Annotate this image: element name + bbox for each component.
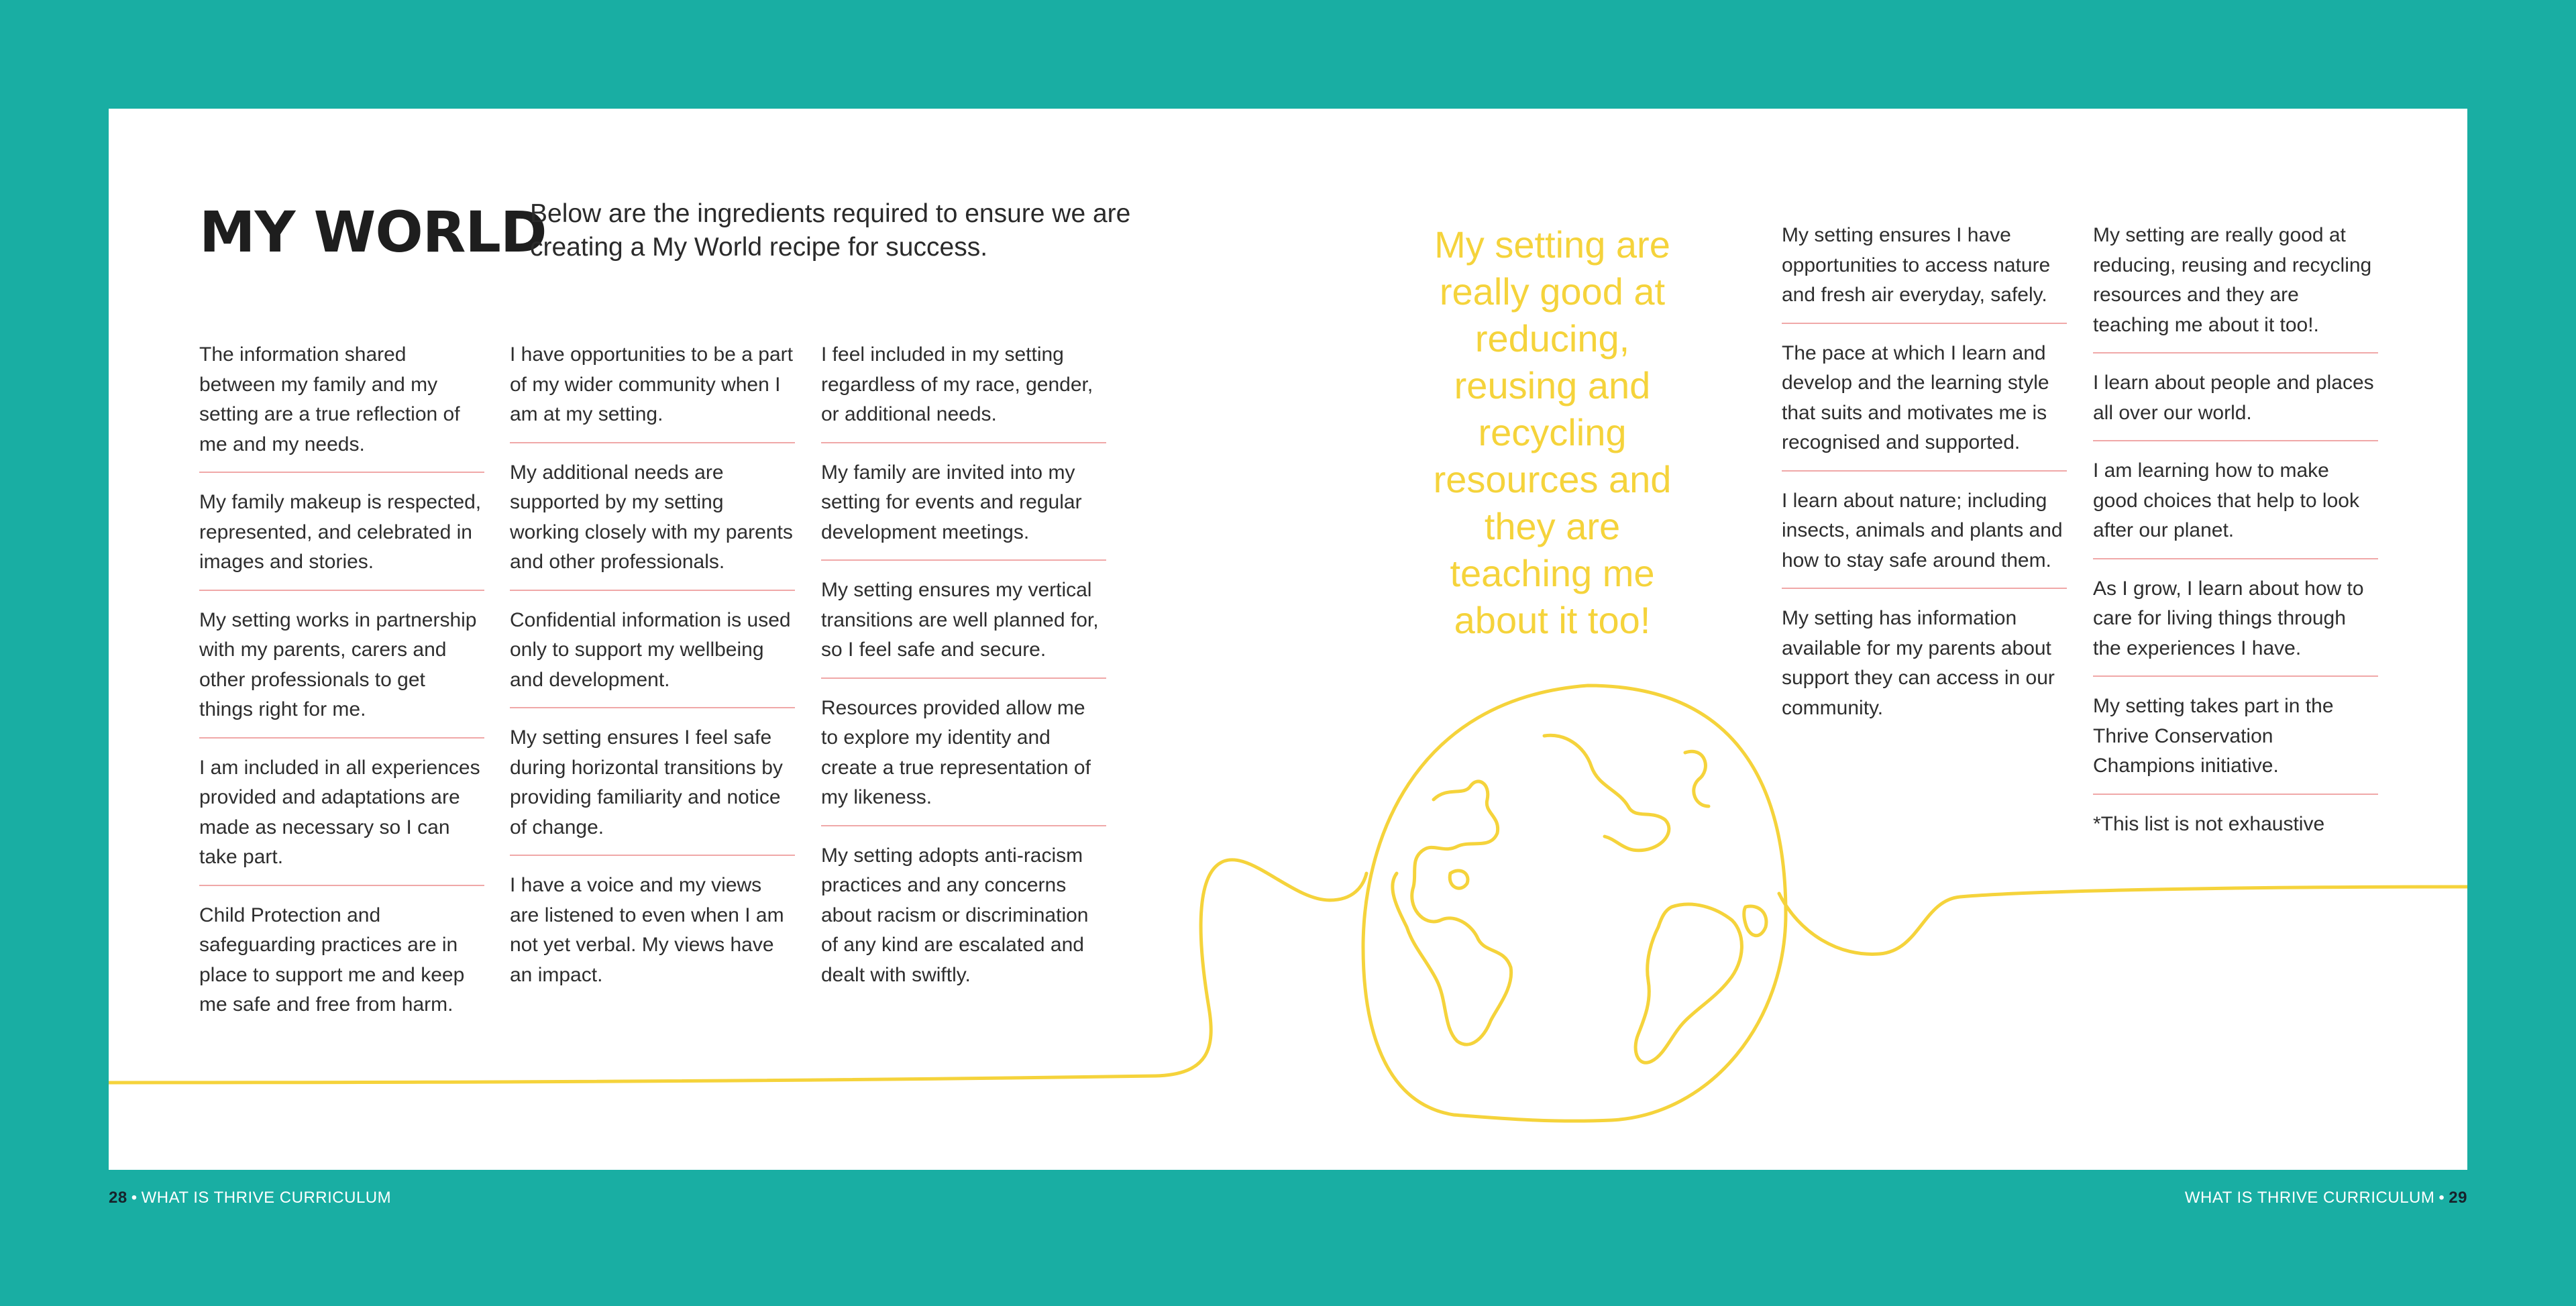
page-number-right: 29: [2449, 1189, 2467, 1207]
list-item: My setting has information available for my parents about support they can access in our community.: [1782, 607, 2055, 719]
list-item: Resources provided allow me to explore my identity and create a true representation of my likeness.: [821, 694, 1106, 826]
footer-left-text: WHAT IS THRIVE CURRICULUM: [141, 1189, 392, 1207]
list-item: The pace at which I learn and develop and the learning style that suits and motivates me is recognised and supported.: [1782, 339, 2067, 472]
list-item: As I grow, I learn about how to care for living things through the experiences I have.: [2093, 574, 2378, 677]
list-item: I am learning how to make good choices that help to look after our planet.: [2093, 456, 2378, 559]
list-item: I feel included in my setting regardless of my race, gender, or additional needs.: [821, 340, 1106, 443]
footer-separator: •: [131, 1189, 138, 1207]
page-panel: [109, 109, 2467, 1170]
list-item: I learn about people and places all over our world.: [2093, 368, 2378, 441]
list-item: Child Protection and safeguarding practices are in place to support me and keep me safe and free from harm.: [199, 904, 465, 1016]
list-item: I learn about nature; including insects, animals and plants and how to stay safe around them.: [1782, 486, 2067, 590]
page-number-left: 28: [109, 1189, 127, 1207]
list-item: My setting are really good at reducing, reusing and recycling resources and they are teaching me about it too!.: [2093, 221, 2378, 353]
footer-right-text: WHAT IS THRIVE CURRICULUM: [2184, 1189, 2435, 1207]
column-5: [2093, 221, 2378, 839]
list-item: My setting ensures I feel safe during horizontal transitions by providing familiarity and notice of change.: [510, 723, 795, 856]
intro-text: Below are the ingredients required to ensure we are creating a My World recipe for success.: [530, 199, 1131, 262]
list-item: My additional needs are supported by my setting working closely with my parents and other professionals.: [510, 458, 795, 591]
column-2: [510, 340, 795, 1017]
column-1: [199, 340, 484, 1047]
list-item: The information shared between my family and my setting are a true reflection of me and my needs.: [199, 340, 484, 473]
list-item: My family are invited into my setting for events and regular development meetings.: [821, 458, 1106, 561]
list-item: I have opportunities to be a part of my wider community when I am at my setting.: [510, 340, 795, 443]
list-item: My family makeup is respected, represented, and celebrated in images and stories.: [199, 488, 484, 591]
list-item: My setting ensures my vertical transitions are well planned for, so I feel safe and secure.: [821, 576, 1106, 679]
list-item: Confidential information is used only to support my wellbeing and development.: [510, 606, 795, 709]
footer-separator: •: [2438, 1189, 2445, 1207]
page-title: MY WORLD: [199, 199, 547, 265]
footnote: *This list is not exhaustive: [2093, 812, 2325, 835]
list-item: My setting works in partnership with my parents, carers and other professionals to get things right for me.: [199, 606, 484, 739]
list-item: My setting takes part in the Thrive Conservation Champions initiative.: [2093, 692, 2378, 795]
column-3: [821, 340, 1106, 1017]
list-item: My setting ensures I have opportunities to access nature and fresh air everyday, safely.: [1782, 221, 2067, 324]
highlight-quote: My setting are really good at reducing, reusing and recycling resources and they are teaching me about it too!: [1433, 223, 1672, 641]
list-item: My setting adopts anti-racism practices and any concerns about racism or discrimination of any kind are escalated and dealt with swiftly.: [821, 844, 1089, 986]
footer-right: [2185, 1189, 2467, 1207]
column-4: [1782, 221, 2067, 750]
list-item: I am included in all experiences provided and adaptations are made as necessary so I can take part.: [199, 753, 484, 886]
footer-left: [109, 1189, 391, 1207]
list-item: I have a voice and my views are listened to even when I am not yet verbal. My views have an impact.: [510, 874, 784, 986]
